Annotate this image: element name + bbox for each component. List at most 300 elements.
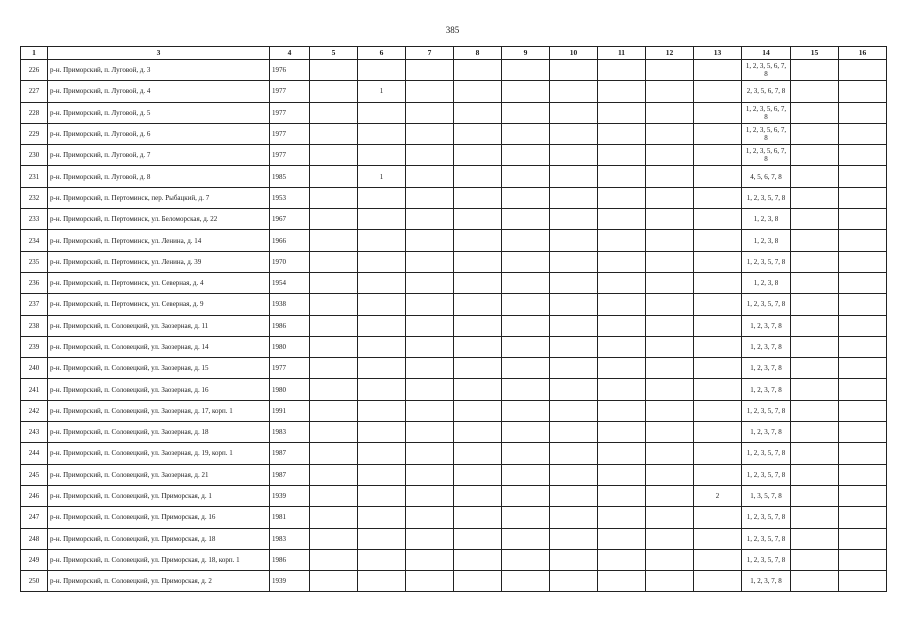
col-10-cell <box>550 102 598 123</box>
col-6-cell <box>358 422 406 443</box>
col-10-cell <box>550 464 598 485</box>
col-15-cell <box>791 102 839 123</box>
col-10-cell <box>550 400 598 421</box>
row-number-cell: 237 <box>21 294 48 315</box>
col-10-cell <box>550 294 598 315</box>
col-16-cell <box>839 102 887 123</box>
col-14-cell: 1, 2, 3, 7, 8 <box>742 422 791 443</box>
col-12-cell <box>646 358 694 379</box>
col-7-cell <box>406 81 454 102</box>
col-10-cell <box>550 549 598 570</box>
col-16-cell <box>839 549 887 570</box>
col-14-cell: 1, 2, 3, 5, 7, 8 <box>742 549 791 570</box>
col-9-cell <box>502 571 550 592</box>
col-11-cell <box>598 379 646 400</box>
col-13-cell <box>694 272 742 293</box>
col-15-cell <box>791 60 839 81</box>
col-8-cell <box>454 272 502 293</box>
table-row <box>21 294 887 315</box>
address-cell: р-н. Приморский, п. Соловецкий, ул. Заозерная, д. 17, корп. 1 <box>48 400 270 421</box>
col-13-cell <box>694 400 742 421</box>
col-6-cell <box>358 528 406 549</box>
col-12-cell <box>646 230 694 251</box>
page-number: 385 <box>445 25 460 35</box>
col-5-cell <box>310 528 358 549</box>
col-6-cell <box>358 123 406 144</box>
col-7-cell <box>406 272 454 293</box>
col-6-cell <box>358 336 406 357</box>
col-11-cell <box>598 294 646 315</box>
col-10-cell <box>550 528 598 549</box>
col-12-cell <box>646 422 694 443</box>
col-8-cell <box>454 379 502 400</box>
col-16-cell <box>839 166 887 187</box>
col-8-cell <box>454 209 502 230</box>
col-5-cell <box>310 549 358 570</box>
col-11-cell <box>598 528 646 549</box>
header-row <box>21 47 887 60</box>
table-row <box>21 251 887 272</box>
year-cell: 1966 <box>270 230 310 251</box>
col-15-cell <box>791 507 839 528</box>
col-15-cell <box>791 81 839 102</box>
table-row <box>21 187 887 208</box>
col-11-cell <box>598 272 646 293</box>
col-7-cell <box>406 422 454 443</box>
col-6-cell <box>358 379 406 400</box>
row-number-cell: 249 <box>21 549 48 570</box>
col-14-cell: 1, 2, 3, 8 <box>742 230 791 251</box>
table-row <box>21 60 887 81</box>
col-13-cell <box>694 166 742 187</box>
col-11-cell <box>598 464 646 485</box>
col-12-cell <box>646 145 694 166</box>
col-5-cell <box>310 294 358 315</box>
year-cell: 1980 <box>270 336 310 357</box>
col-10-cell <box>550 507 598 528</box>
col-12-cell <box>646 443 694 464</box>
address-cell: р-н. Приморский, п. Пертоминск, пер. Рыбацкий, д. 7 <box>48 187 270 208</box>
col-11-cell <box>598 251 646 272</box>
table-row <box>21 230 887 251</box>
col-8-cell <box>454 123 502 144</box>
col-15-cell <box>791 443 839 464</box>
col-5-cell <box>310 81 358 102</box>
year-cell: 1939 <box>270 571 310 592</box>
col-13-cell <box>694 379 742 400</box>
year-cell: 1977 <box>270 81 310 102</box>
col-13-cell: 2 <box>694 485 742 506</box>
row-number-cell: 229 <box>21 123 48 144</box>
col-14-cell: 1, 2, 3, 7, 8 <box>742 336 791 357</box>
col-13-cell <box>694 187 742 208</box>
col-13-cell <box>694 549 742 570</box>
col-9-cell <box>502 336 550 357</box>
col-15-cell <box>791 464 839 485</box>
col-9-cell <box>502 187 550 208</box>
col-6-cell <box>358 102 406 123</box>
col-12-cell <box>646 187 694 208</box>
col-6-cell <box>358 272 406 293</box>
col-15-cell <box>791 379 839 400</box>
col-12-cell <box>646 336 694 357</box>
col-5-cell <box>310 571 358 592</box>
col-11-cell <box>598 60 646 81</box>
col-10-cell <box>550 60 598 81</box>
col-14-cell: 1, 2, 3, 8 <box>742 209 791 230</box>
col-12-cell <box>646 379 694 400</box>
col-11-cell <box>598 81 646 102</box>
col-15-cell <box>791 166 839 187</box>
address-cell: р-н. Приморский, п. Луговой, д. 4 <box>48 81 270 102</box>
col-7-cell <box>406 60 454 81</box>
col-13-cell <box>694 209 742 230</box>
col-7-cell <box>406 294 454 315</box>
col-14-cell: 1, 2, 3, 5, 7, 8 <box>742 464 791 485</box>
year-cell: 1977 <box>270 358 310 379</box>
col-15-cell <box>791 251 839 272</box>
address-cell: р-н. Приморский, п. Пертоминск, ул. Северная, д. 9 <box>48 294 270 315</box>
col-8-cell <box>454 166 502 187</box>
col-12-cell <box>646 166 694 187</box>
col-16-cell <box>839 209 887 230</box>
col-13-cell <box>694 60 742 81</box>
col-13-cell <box>694 443 742 464</box>
col-13-cell <box>694 81 742 102</box>
col-16-cell <box>839 507 887 528</box>
address-cell: р-н. Приморский, п. Соловецкий, ул. Приморская, д. 2 <box>48 571 270 592</box>
col-8-cell <box>454 358 502 379</box>
col-10-cell <box>550 251 598 272</box>
col-13-cell <box>694 464 742 485</box>
col-7-cell <box>406 230 454 251</box>
table-row <box>21 528 887 549</box>
col-8-cell <box>454 400 502 421</box>
col-14-cell: 1, 2, 3, 5, 6, 7, 8 <box>742 145 791 166</box>
col-8-cell <box>454 443 502 464</box>
col-9-cell <box>502 443 550 464</box>
col-6-cell <box>358 209 406 230</box>
col-12-cell <box>646 123 694 144</box>
row-number-cell: 243 <box>21 422 48 443</box>
row-number-cell: 247 <box>21 507 48 528</box>
year-cell: 1987 <box>270 464 310 485</box>
col-6-cell <box>358 230 406 251</box>
col-15-cell <box>791 549 839 570</box>
col-7-cell <box>406 123 454 144</box>
col-16-cell <box>839 60 887 81</box>
col-14-cell: 1, 2, 3, 5, 6, 7, 8 <box>742 60 791 81</box>
col-7-cell <box>406 400 454 421</box>
address-cell: р-н. Приморский, п. Соловецкий, ул. Приморская, д. 18, корп. 1 <box>48 549 270 570</box>
col-6-cell <box>358 60 406 81</box>
year-cell: 1983 <box>270 422 310 443</box>
col-13-cell <box>694 102 742 123</box>
col-5-cell <box>310 272 358 293</box>
col-12-cell <box>646 528 694 549</box>
col-5-cell <box>310 358 358 379</box>
year-cell: 1976 <box>270 60 310 81</box>
housing-register-table <box>20 46 887 592</box>
col-5-cell <box>310 315 358 336</box>
col-16-cell <box>839 230 887 251</box>
table-row <box>21 549 887 570</box>
col-9-cell <box>502 549 550 570</box>
col-10-cell <box>550 571 598 592</box>
col-6-cell <box>358 464 406 485</box>
table-row <box>21 485 887 506</box>
row-number-cell: 236 <box>21 272 48 293</box>
col-16-cell <box>839 251 887 272</box>
col-6-cell: 1 <box>358 81 406 102</box>
year-cell: 1977 <box>270 123 310 144</box>
col-14-cell: 1, 2, 3, 5, 7, 8 <box>742 187 791 208</box>
year-cell: 1985 <box>270 166 310 187</box>
col-16-cell <box>839 123 887 144</box>
col-11-cell <box>598 336 646 357</box>
col-12-cell <box>646 251 694 272</box>
year-cell: 1938 <box>270 294 310 315</box>
col-11-cell <box>598 315 646 336</box>
year-cell: 1986 <box>270 549 310 570</box>
year-cell: 1981 <box>270 507 310 528</box>
col-11-cell <box>598 102 646 123</box>
col-9-cell <box>502 315 550 336</box>
address-cell: р-н. Приморский, п. Луговой, д. 7 <box>48 145 270 166</box>
column-header: 7 <box>406 47 454 60</box>
col-9-cell <box>502 272 550 293</box>
col-11-cell <box>598 123 646 144</box>
col-16-cell <box>839 315 887 336</box>
col-15-cell <box>791 315 839 336</box>
col-11-cell <box>598 358 646 379</box>
col-16-cell <box>839 294 887 315</box>
col-8-cell <box>454 102 502 123</box>
col-7-cell <box>406 528 454 549</box>
address-cell: р-н. Приморский, п. Луговой, д. 6 <box>48 123 270 144</box>
col-13-cell <box>694 230 742 251</box>
col-5-cell <box>310 400 358 421</box>
table-row <box>21 81 887 102</box>
col-8-cell <box>454 549 502 570</box>
col-7-cell <box>406 485 454 506</box>
col-14-cell: 1, 2, 3, 8 <box>742 272 791 293</box>
col-8-cell <box>454 251 502 272</box>
col-6-cell <box>358 358 406 379</box>
col-10-cell <box>550 443 598 464</box>
row-number-cell: 226 <box>21 60 48 81</box>
address-cell: р-н. Приморский, п. Пертоминск, ул. Северная, д. 4 <box>48 272 270 293</box>
col-13-cell <box>694 294 742 315</box>
col-5-cell <box>310 379 358 400</box>
col-16-cell <box>839 443 887 464</box>
col-9-cell <box>502 400 550 421</box>
address-cell: р-н. Приморский, п. Соловецкий, ул. Заозерная, д. 15 <box>48 358 270 379</box>
col-16-cell <box>839 379 887 400</box>
address-cell: р-н. Приморский, п. Пертоминск, ул. Ленина, д. 14 <box>48 230 270 251</box>
col-11-cell <box>598 230 646 251</box>
year-cell: 1970 <box>270 251 310 272</box>
table-row <box>21 464 887 485</box>
year-cell: 1967 <box>270 209 310 230</box>
col-13-cell <box>694 422 742 443</box>
row-number-cell: 248 <box>21 528 48 549</box>
col-10-cell <box>550 166 598 187</box>
col-6-cell <box>358 145 406 166</box>
col-9-cell <box>502 294 550 315</box>
address-cell: р-н. Приморский, п. Луговой, д. 5 <box>48 102 270 123</box>
column-header: 10 <box>550 47 598 60</box>
col-13-cell <box>694 528 742 549</box>
col-10-cell <box>550 187 598 208</box>
col-9-cell <box>502 145 550 166</box>
address-cell: р-н. Приморский, п. Соловецкий, ул. Заозерная, д. 19, корп. 1 <box>48 443 270 464</box>
col-13-cell <box>694 251 742 272</box>
row-number-cell: 246 <box>21 485 48 506</box>
col-11-cell <box>598 507 646 528</box>
col-14-cell: 1, 2, 3, 5, 7, 8 <box>742 251 791 272</box>
row-number-cell: 239 <box>21 336 48 357</box>
address-cell: р-н. Приморский, п. Соловецкий, ул. Приморская, д. 18 <box>48 528 270 549</box>
col-8-cell <box>454 81 502 102</box>
col-5-cell <box>310 507 358 528</box>
col-13-cell <box>694 145 742 166</box>
col-15-cell <box>791 187 839 208</box>
year-cell: 1954 <box>270 272 310 293</box>
col-6-cell <box>358 294 406 315</box>
address-cell: р-н. Приморский, п. Соловецкий, ул. Заозерная, д. 16 <box>48 379 270 400</box>
col-8-cell <box>454 485 502 506</box>
col-15-cell <box>791 485 839 506</box>
col-15-cell <box>791 336 839 357</box>
col-8-cell <box>454 145 502 166</box>
row-number-cell: 242 <box>21 400 48 421</box>
col-11-cell <box>598 187 646 208</box>
col-16-cell <box>839 81 887 102</box>
row-number-cell: 227 <box>21 81 48 102</box>
col-7-cell <box>406 464 454 485</box>
row-number-cell: 233 <box>21 209 48 230</box>
col-12-cell <box>646 60 694 81</box>
year-cell: 1986 <box>270 315 310 336</box>
col-14-cell: 4, 5, 6, 7, 8 <box>742 166 791 187</box>
col-7-cell <box>406 443 454 464</box>
col-6-cell: 1 <box>358 166 406 187</box>
address-cell: р-н. Приморский, п. Пертоминск, ул. Беломорская, д. 22 <box>48 209 270 230</box>
column-header: 13 <box>694 47 742 60</box>
col-5-cell <box>310 60 358 81</box>
col-16-cell <box>839 358 887 379</box>
col-9-cell <box>502 507 550 528</box>
col-7-cell <box>406 145 454 166</box>
col-10-cell <box>550 272 598 293</box>
column-header: 15 <box>791 47 839 60</box>
col-16-cell <box>839 145 887 166</box>
col-9-cell <box>502 422 550 443</box>
column-header: 4 <box>270 47 310 60</box>
col-10-cell <box>550 422 598 443</box>
address-cell: р-н. Приморский, п. Соловецкий, ул. Заозерная, д. 18 <box>48 422 270 443</box>
col-12-cell <box>646 315 694 336</box>
col-12-cell <box>646 571 694 592</box>
col-6-cell <box>358 251 406 272</box>
col-12-cell <box>646 464 694 485</box>
col-11-cell <box>598 422 646 443</box>
year-cell: 1983 <box>270 528 310 549</box>
col-6-cell <box>358 187 406 208</box>
col-14-cell: 1, 2, 3, 5, 6, 7, 8 <box>742 102 791 123</box>
col-14-cell: 1, 3, 5, 7, 8 <box>742 485 791 506</box>
table-row <box>21 315 887 336</box>
col-15-cell <box>791 571 839 592</box>
col-14-cell: 1, 2, 3, 5, 7, 8 <box>742 528 791 549</box>
col-11-cell <box>598 549 646 570</box>
row-number-cell: 250 <box>21 571 48 592</box>
col-13-cell <box>694 336 742 357</box>
col-16-cell <box>839 571 887 592</box>
row-number-cell: 244 <box>21 443 48 464</box>
col-8-cell <box>454 60 502 81</box>
address-cell: р-н. Приморский, п. Пертоминск, ул. Ленина, д. 39 <box>48 251 270 272</box>
col-14-cell: 1, 2, 3, 5, 7, 8 <box>742 443 791 464</box>
col-5-cell <box>310 145 358 166</box>
col-13-cell <box>694 315 742 336</box>
col-9-cell <box>502 230 550 251</box>
col-6-cell <box>358 443 406 464</box>
col-14-cell: 1, 2, 3, 7, 8 <box>742 379 791 400</box>
year-cell: 1987 <box>270 443 310 464</box>
col-14-cell: 1, 2, 3, 7, 8 <box>742 358 791 379</box>
col-5-cell <box>310 464 358 485</box>
col-5-cell <box>310 336 358 357</box>
col-7-cell <box>406 102 454 123</box>
col-12-cell <box>646 102 694 123</box>
col-9-cell <box>502 123 550 144</box>
col-11-cell <box>598 166 646 187</box>
col-7-cell <box>406 251 454 272</box>
col-10-cell <box>550 209 598 230</box>
year-cell: 1977 <box>270 145 310 166</box>
col-11-cell <box>598 400 646 421</box>
col-8-cell <box>454 528 502 549</box>
row-number-cell: 240 <box>21 358 48 379</box>
col-8-cell <box>454 571 502 592</box>
col-10-cell <box>550 315 598 336</box>
col-12-cell <box>646 400 694 421</box>
col-7-cell <box>406 358 454 379</box>
col-10-cell <box>550 485 598 506</box>
col-15-cell <box>791 422 839 443</box>
table-row <box>21 358 887 379</box>
col-5-cell <box>310 102 358 123</box>
col-13-cell <box>694 358 742 379</box>
row-number-cell: 228 <box>21 102 48 123</box>
col-8-cell <box>454 336 502 357</box>
col-10-cell <box>550 145 598 166</box>
col-9-cell <box>502 209 550 230</box>
col-5-cell <box>310 422 358 443</box>
col-16-cell <box>839 485 887 506</box>
col-12-cell <box>646 209 694 230</box>
col-5-cell <box>310 187 358 208</box>
col-10-cell <box>550 358 598 379</box>
column-header: 16 <box>839 47 887 60</box>
col-9-cell <box>502 81 550 102</box>
col-9-cell <box>502 251 550 272</box>
col-6-cell <box>358 571 406 592</box>
table-row <box>21 443 887 464</box>
address-cell: р-н. Приморский, п. Луговой, д. 3 <box>48 60 270 81</box>
